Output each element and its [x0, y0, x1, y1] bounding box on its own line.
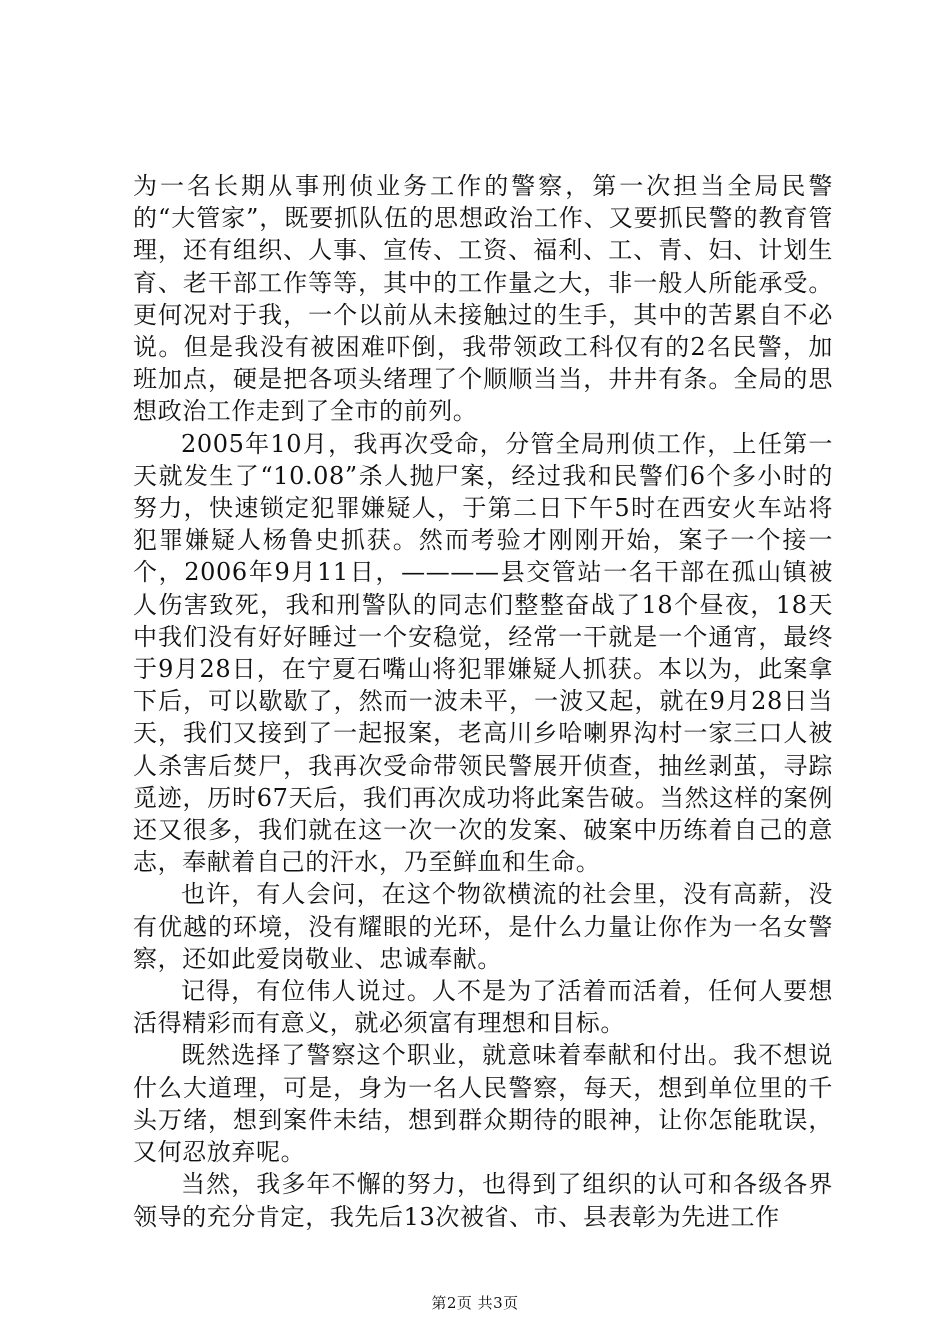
paragraph-3: 也许，有人会问，在这个物欲横流的社会里，没有高薪，没有优越的环境，没有耀眼的光环，是什么力量让你作为一名女警察，还如此爱岗敬业、忠诚奉献。 [133, 880, 833, 973]
paragraph-2: 2005年10月，我再次受命，分管全局刑侦工作，上任第一天就发生了“10.08”杀人抛尸案，经过我和民警们6个多小时的努力，快速锁定犯罪嫌疑人，于第二日下午5时在西安火车站将犯罪嫌疑人杨鲁史抓获。然而考验才刚刚开始，案子一个接一个，2006年9月11日，————县交管站一名干部在孤山镇被人伤害致死，我和刑警队的同志们整整奋战了18个昼夜，18天中我们没有好好睡过一个安稳觉，经常一干就是一个通宵，最终于9月28日，在宁夏石嘴山将犯罪嫌疑人抓获。本以为，此案拿下后，可以歇歇了，然而一波未平，一波又起，就在9月28日当天，我们又接到了一起报案，老高川乡哈喇界沟村一家三口人被人杀害后焚尸，我再次受命带领民警展开侦查，抽丝剥茧，寻踪觅迹，历时67天后，我们再次成功将此案告破。当然这样的案例还又很多，我们就在这一次一次的发案、破案中历练着自己的意志，奉献着自己的汗水，乃至鲜血和生命。 [133, 429, 833, 877]
paragraph-5: 既然选择了警察这个职业，就意味着奉献和付出。我不想说什么大道理，可是，身为一名人民警察，每天，想到单位里的千头万绪，想到案件未结，想到群众期待的眼神，让你怎能耽误，又何忍放弃呢。 [133, 1041, 833, 1167]
page-number-footer: 第2页 共3页 [431, 1294, 519, 1312]
document-body [133, 170, 833, 1233]
paragraph-6: 当然，我多年不懈的努力，也得到了组织的认可和各级各界领导的充分肯定，我先后13次被省、市、县表彰为先进工作 [133, 1170, 833, 1231]
paragraph-1: 为一名长期从事刑侦业务工作的警察，第一次担当全局民警的“大管家”，既要抓队伍的思想政治工作、又要抓民警的教育管理，还有组织、人事、宣传、工资、福利、工、青、妇、计划生育、老干部工作等等，其中的工作量之大，非一般人所能承受。更何况对于我，一个以前从未接触过的生手，其中的苦累自不必说。但是我没有被困难吓倒，我带领政工科仅有的2名民警，加班加点，硬是把各项头绪理了个顺顺当当，井井有条。全局的思想政治工作走到了全市的前列。 [133, 172, 833, 426]
paragraph-4: 记得，有位伟人说过。人不是为了活着而活着，任何人要想活得精彩而有意义，就必须富有理想和目标。 [133, 977, 833, 1038]
